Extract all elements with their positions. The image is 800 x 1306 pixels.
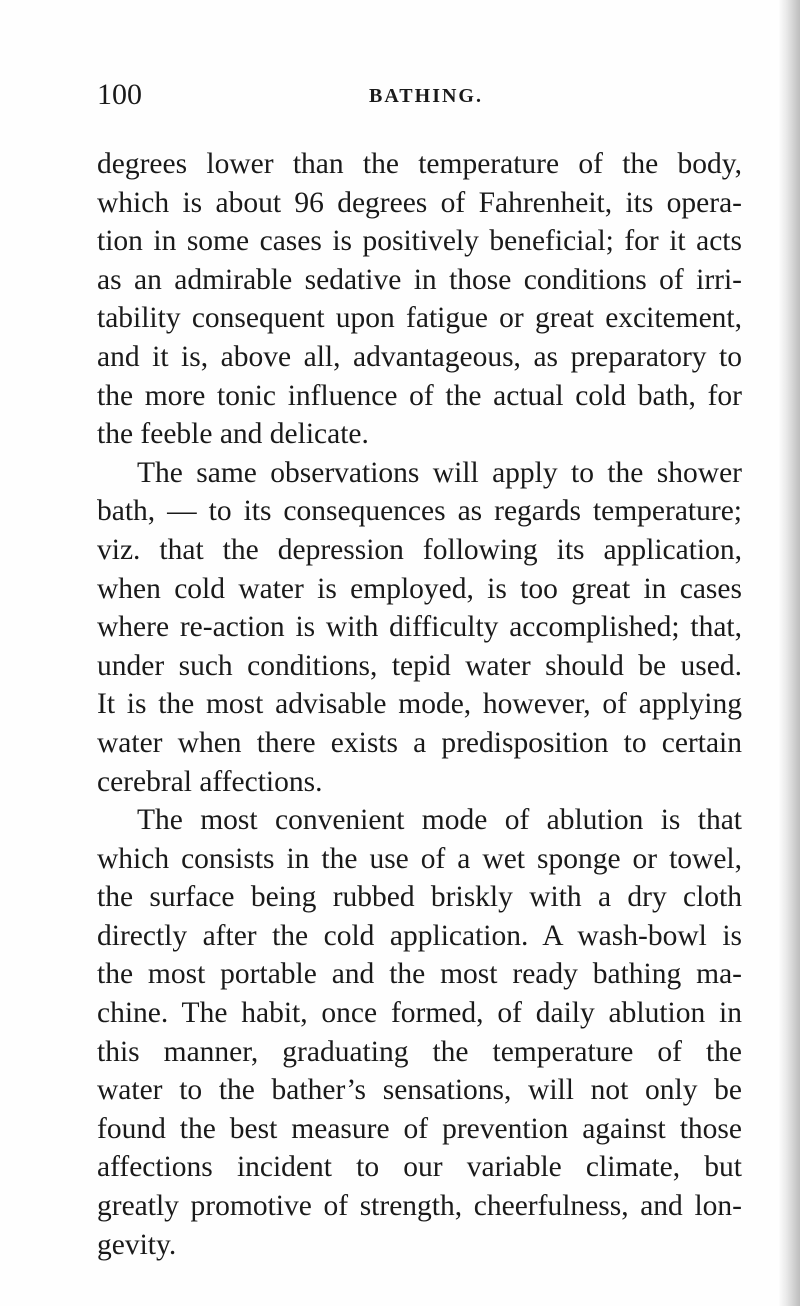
text-line: the more tonic influence of the actual cold bath, for [97, 379, 742, 412]
text-line: greatly promotive of strength, cheerfulness, and lon- [97, 1190, 742, 1223]
text-line: under such conditions, tepid water should be used. [97, 649, 742, 682]
running-head [97, 78, 737, 118]
text-line: when cold water is employed, is too great in cases [97, 572, 742, 605]
text-line: found the best measure of prevention against those [97, 1112, 742, 1145]
text-line: water when there exists a predisposition to certain [97, 726, 742, 759]
text-line: the most portable and the most ready bathing ma- [97, 958, 742, 991]
text-line: tability consequent upon fatigue or great excitement, [97, 302, 742, 335]
text-line: which consists in the use of a wet sponge or towel, [97, 842, 742, 875]
text-line: gevity. [97, 1228, 177, 1261]
text-line: directly after the cold application. A wash-bowl is [97, 919, 742, 952]
text-line: viz. that the depression following its application, [97, 533, 742, 566]
text-line: which is about 96 degrees of Fahrenheit, its opera- [97, 186, 742, 219]
page-number: 100 [97, 78, 142, 111]
text-line: this manner, graduating the temperature of the [97, 1035, 742, 1068]
text-line: It is the most advisable mode, however, of applying [97, 688, 742, 721]
text-line: bath, — to its consequences as regards temperature; [97, 495, 742, 528]
text-line: tion in some cases is positively beneficial; for it acts [97, 225, 742, 258]
text-line: cerebral affections. [97, 765, 323, 798]
text-line: water to the bather’s sensations, will not only be [97, 1074, 742, 1107]
text-line: chine. The habit, once formed, of daily ablution in [97, 997, 742, 1030]
text-line: and it is, above all, advantageous, as preparatory to [97, 340, 742, 373]
section-title: BATHING. [369, 85, 483, 107]
text-line: the feeble and delicate. [97, 418, 369, 451]
text-line: as an admirable sedative in those conditions of irri- [97, 263, 742, 296]
body-text [97, 145, 742, 1264]
paragraph-start-line: The most convenient mode of ablution is that [137, 804, 742, 837]
text-line: degrees lower than the temperature of the body, [97, 148, 742, 180]
text-line: affections incident to our variable climate, but [97, 1151, 742, 1184]
paragraph-start-line: The same observations will apply to the shower [137, 456, 742, 489]
text-line: the surface being rubbed briskly with a dry cloth [97, 881, 742, 914]
page-edge-shadow [778, 0, 800, 1306]
text-line: where re-action is with difficulty accomplished; that, [97, 611, 742, 644]
